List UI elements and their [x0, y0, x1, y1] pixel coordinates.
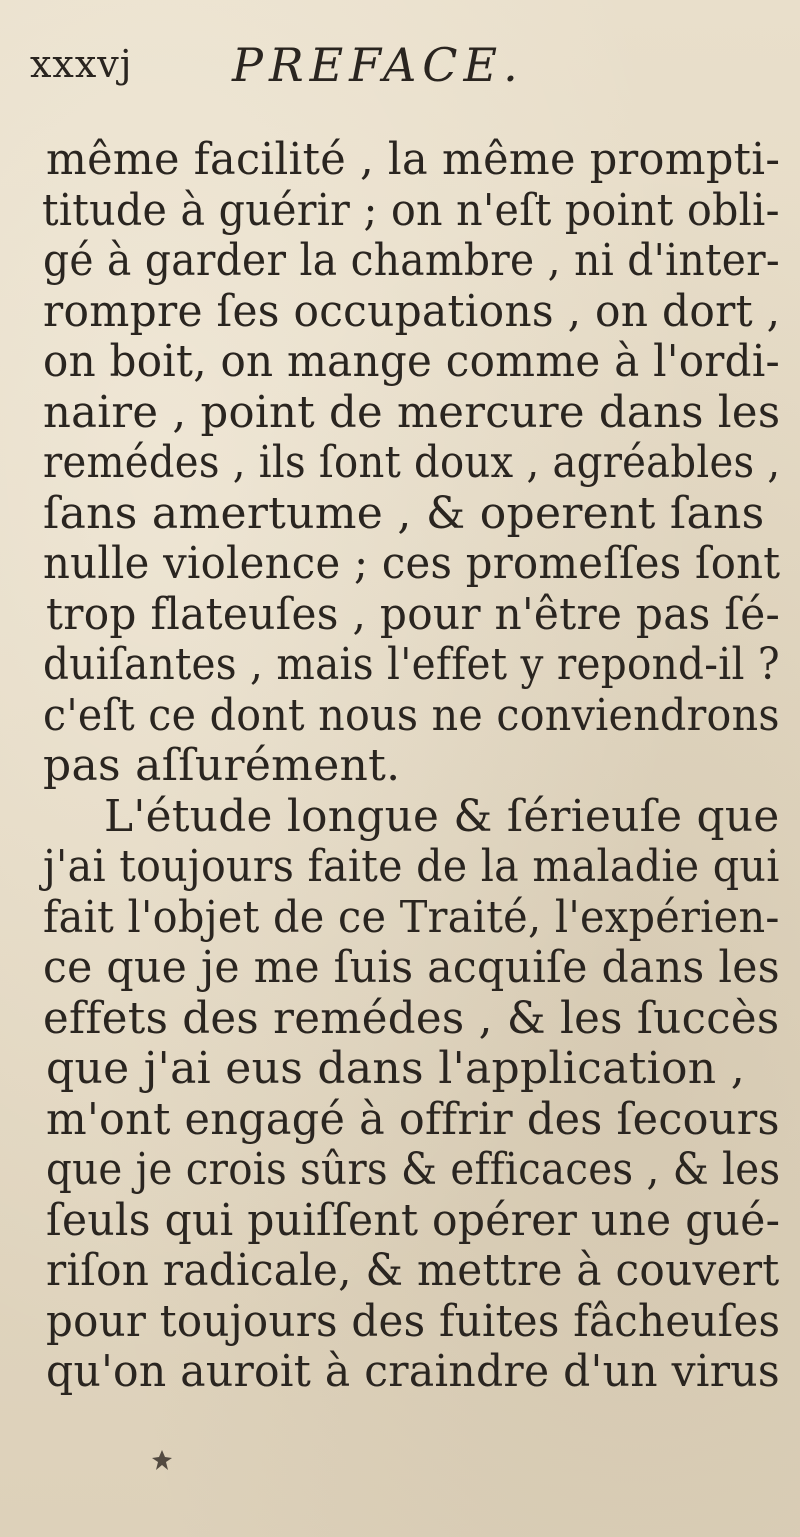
text-line: j'ai toujours faite de la maladie qui: [43, 841, 780, 892]
text-line: même facilité , la même prompti-: [46, 134, 781, 185]
text-line: m'ont engagé à offrir des ſecours: [46, 1094, 780, 1145]
text-line: ſeuls qui puiſſent opérer une gué-: [46, 1195, 781, 1246]
text-line: trop flateuſes , pour n'être pas ſé-: [46, 589, 781, 640]
text-line: titude à guérir ; on n'eſt point obli-: [42, 185, 780, 236]
text-line: naire , point de mercure dans les: [43, 387, 781, 438]
printer-ornament-icon: [150, 1448, 174, 1472]
page-number: xxxvj: [30, 42, 133, 86]
text-line: ſans amertume , & operent ſans: [43, 488, 765, 539]
text-line: c'eſt ce dont nous ne conviendrons: [43, 690, 780, 741]
running-title: PREFACE.: [232, 38, 524, 92]
text-line: nulle violence ; ces promeſſes ſont: [43, 538, 781, 589]
text-line: remédes , ils ſont doux , agréables ,: [43, 437, 781, 488]
text-line: riſon radicale, & mettre à couvert: [46, 1245, 780, 1296]
text-line: ce que je me ſuis acquiſe dans les: [43, 942, 780, 993]
text-line: qu'on auroit à craindre d'un virus: [46, 1346, 780, 1397]
text-line: gé à garder la chambre , ni d'inter-: [43, 235, 780, 286]
text-line: L'étude longue & ſérieuſe que: [104, 791, 780, 842]
text-line: que j'ai eus dans l'application ,: [46, 1043, 746, 1094]
text-line: pour toujours des fuites fâcheuſes: [46, 1296, 781, 1347]
page-header: [30, 32, 640, 92]
text-line: duiſantes , mais l'effet y repond-il ?: [43, 639, 780, 690]
text-line: pas aſſurément.: [43, 740, 401, 791]
text-line: effets des remédes , & les ſuccès: [43, 993, 780, 1044]
text-line: fait l'objet de ce Traité, l'expérien-: [43, 892, 780, 943]
text-line: on boit, on mange comme à l'ordi-: [43, 336, 781, 387]
text-line: rompre ſes occupations , on dort ,: [43, 286, 781, 337]
text-line: que je crois sûrs & efficaces , & les: [46, 1144, 781, 1195]
